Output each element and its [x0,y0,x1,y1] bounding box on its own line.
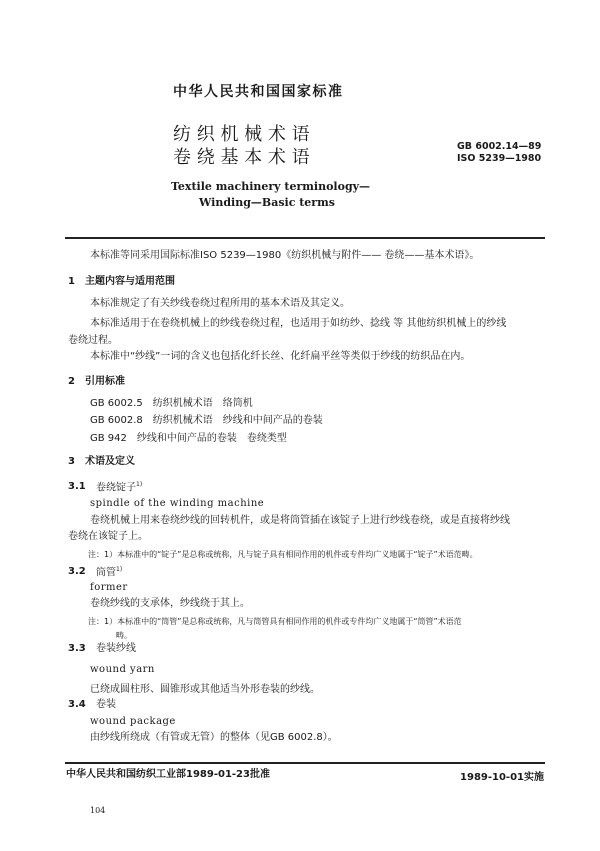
term-english: wound package [90,716,176,727]
term-definition: 已绕成圆柱形、圆锥形或其他适当外形卷装的纱线。 [90,684,320,695]
english-title-2: Winding—Basic terms [199,196,335,209]
term-english: former [90,582,128,593]
term-definition: 由纱线所绕成（有管或无管）的整体（见GB 6002.8）。 [90,732,338,743]
english-title-1: Textile machinery terminology— [171,180,371,193]
term-chinese: 卷装纱线 [96,643,136,654]
page-number: 104 [90,806,106,815]
iso-code: ISO 5239—1980 [457,153,542,164]
section-3-heading: 3 术语及定义 [68,456,135,467]
term-note-cont: 畴。 [116,631,132,640]
term-chinese [96,481,142,494]
reference-item: GB 6002.8 纺织机械术语 纱线和中间产品的卷装 [90,415,323,426]
term-name: 卷绕锭子 [96,482,136,494]
term-definition: 卷绕机械上用来卷绕纱线的回转机件，或是将筒管插在该锭子上进行纱线卷绕，或是直接将纱线 [90,515,510,526]
section-2-heading: 2 引用标准 [68,376,125,387]
section-1-p1: 本标准规定了有关纱线卷绕过程所用的基本术语及其定义。 [90,298,350,309]
reference-item: GB 6002.5 纺织机械术语 络筒机 [90,398,253,409]
standard-type: 中华人民共和国国家标准 [173,84,344,100]
approval-date: 中华人民共和国纺织工业部1989-01-23批准 [66,769,270,780]
gb-code: GB 6002.14—89 [457,141,542,152]
term-number: 3.1 [68,481,86,492]
header-rule [65,237,545,239]
title-line-2: 卷 绕 基 本 术 语 [173,147,310,168]
term-note: 注：1）本标准中的“锭子”是总称或统称，凡与锭子具有相同作用的机件或专件均广义地属于“锭子”术语范畴。 [88,550,478,559]
term-note: 注：1）本标准中的“筒管”是总称或统称，凡与筒管具有相同作用的机件或专件均广义地属于“筒管”术语范 [88,617,462,626]
effective-date: 1989-10-01实施 [460,772,544,783]
section-1-p2b: 卷绕过程。 [68,335,118,346]
term-chinese [96,566,122,579]
footnote-marker: 1) [136,481,143,488]
intro-paragraph: 本标准等同采用国际标准ISO 5239—1980《纺织机械与附件—— 卷绕——基本术语》。 [90,250,480,261]
section-1-p3: 本标准中“纱线”一词的含义也包括化纤长丝、化纤扁平丝等类似于纱线的纺织品在内。 [90,351,471,362]
term-number: 3.2 [68,566,86,577]
term-definition-cont: 卷绕在该锭子上。 [68,531,148,542]
term-name: 筒管 [96,567,116,579]
term-english: spindle of the winding machine [90,498,265,509]
section-1-p2a: 本标准适用于在卷绕机械上的纱线卷绕过程，也适用于如纺纱、捻线 等 其他纺织机械上的纱线 [90,318,507,329]
term-number: 3.3 [68,643,86,654]
title-line-1: 纺 织 机 械 术 语 [173,124,310,145]
term-chinese: 卷装 [96,699,116,710]
footer-rule [65,762,545,764]
reference-item: GB 942 纱线和中间产品的卷装 卷绕类型 [90,433,287,444]
term-number: 3.4 [68,699,86,710]
term-english: wound yarn [90,664,155,675]
section-1-heading: 1 主题内容与适用范围 [68,276,175,287]
footnote-marker: 1) [116,566,123,573]
term-definition: 卷绕纱线的支承体，纱线绕于其上。 [90,598,250,609]
